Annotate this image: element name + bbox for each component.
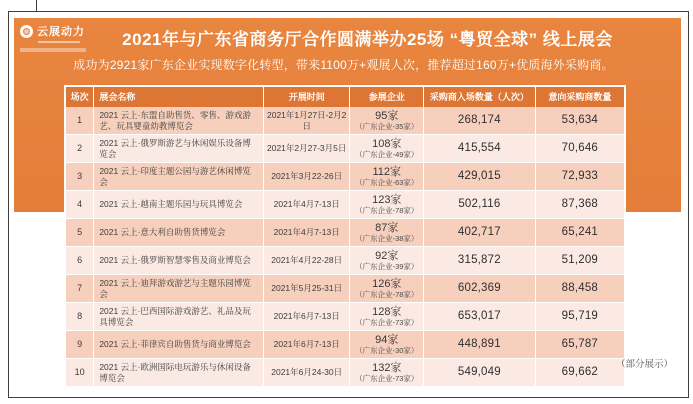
- cell-companies: [349, 219, 423, 246]
- cell-intent: 69,662: [535, 359, 624, 386]
- companies-subcount: （广东企业-30家）: [355, 345, 419, 355]
- logo: [20, 23, 86, 52]
- companies-count: 92家: [375, 249, 399, 262]
- cell-name: 2021 云上·俄罗斯游艺与休闲娱乐设备博览会: [93, 135, 263, 162]
- cell-buyers: 415,554: [423, 135, 535, 162]
- logo-text: 云展动力: [37, 26, 85, 38]
- cell-date: 2021年5月25-31日: [263, 275, 349, 302]
- cell-intent: 53,634: [535, 107, 624, 134]
- companies-count: 94家: [375, 333, 399, 346]
- companies-subcount: （广东企业-78家）: [355, 289, 419, 299]
- table-row: [66, 107, 624, 134]
- cell-buyers: 653,017: [423, 303, 535, 330]
- page-subtitle: 成功为2921家广东企业实现数字化转型，带来1100万+观展人次，推荐超过160万+优质海外采购商。: [73, 58, 614, 72]
- cell-date: 2021年6月7-13日: [263, 303, 349, 330]
- cell-companies: [349, 359, 423, 386]
- table-header-row: [66, 87, 624, 107]
- table-row: [66, 358, 624, 386]
- cell-name: 2021 云上·东盟自助售货、零售、游戏游艺、玩具婴童幼教博览会: [93, 107, 263, 134]
- cell-date: 2021年1月27日-2月2日: [263, 107, 349, 134]
- cell-companies: [349, 135, 423, 162]
- cell-name: 2021 云上·意大利自助售货博览会: [93, 219, 263, 246]
- cell-companies: [349, 191, 423, 218]
- page-title: 2021年与广东省商务厅合作圆满举办25场 “粤贸全球” 线上展会: [122, 30, 613, 49]
- companies-count: 123家: [372, 193, 402, 206]
- cell-date: 2021年6月24-30日: [263, 359, 349, 386]
- cell-name: 2021 云上·俄罗斯智慧零售及商业博览会: [93, 247, 263, 274]
- table-row: [66, 162, 624, 190]
- cell-buyers: 315,872: [423, 247, 535, 274]
- cell-companies: [349, 163, 423, 190]
- companies-subcount: （广东企业-63家）: [355, 177, 419, 187]
- companies-subcount: （广东企业-49家）: [355, 149, 419, 159]
- column-header-date: 开展时间: [263, 87, 349, 107]
- column-header-buyers: 采购商入场数量（人次）: [423, 87, 535, 107]
- cell-buyers: 448,891: [423, 331, 535, 358]
- companies-count: 126家: [372, 277, 402, 290]
- cell-seq: 5: [77, 226, 83, 237]
- cell-buyers: 429,015: [423, 163, 535, 190]
- companies-count: 128家: [372, 305, 402, 318]
- logo-swirl-icon: [20, 25, 33, 38]
- cell-buyers: 268,174: [423, 107, 535, 134]
- cell-seq: 10: [74, 366, 85, 377]
- companies-count: 112家: [372, 165, 402, 178]
- cell-date: 2021年3月22-26日: [263, 163, 349, 190]
- cell-intent: 65,787: [535, 331, 624, 358]
- cell-seq: 4: [77, 198, 83, 209]
- column-header-seq: 场次: [70, 91, 89, 102]
- companies-subcount: （广东企业-73家）: [355, 373, 419, 383]
- cell-date: 2021年6月7-13日: [263, 331, 349, 358]
- companies-count: 95家: [375, 109, 399, 122]
- companies-count: 132家: [372, 361, 402, 374]
- cell-intent: 95,719: [535, 303, 624, 330]
- cell-name: 2021 云上·印度主题公园与游艺休闲博览会: [93, 163, 263, 190]
- table-row: [66, 218, 624, 246]
- cell-date: 2021年2月27-3月5日: [263, 135, 349, 162]
- cell-companies: [349, 275, 423, 302]
- partial-display-note: （部分展示）: [616, 359, 674, 370]
- cell-name: 2021 云上·欧洲国际电玩游乐与休闲设备博览会: [93, 359, 263, 386]
- companies-subcount: （广东企业-38家）: [355, 233, 419, 243]
- table-row: [66, 134, 624, 162]
- cell-intent: 72,933: [535, 163, 624, 190]
- logo-tagline: [38, 41, 80, 43]
- cell-intent: 88,458: [535, 275, 624, 302]
- companies-count: 87家: [375, 221, 399, 234]
- cell-seq: 3: [77, 170, 83, 181]
- table-row: [66, 274, 624, 302]
- column-header-intent: 意向采购商数量: [535, 87, 624, 107]
- table-row: [66, 330, 624, 358]
- cell-seq: 2: [77, 142, 83, 153]
- cell-date: 2021年4月7-13日: [263, 219, 349, 246]
- cell-seq: 6: [77, 254, 83, 265]
- companies-subcount: （广东企业-78家）: [355, 205, 419, 215]
- cell-seq: 1: [77, 114, 83, 125]
- cell-name: 2021 云上·菲律宾自助售货与商业博览会: [93, 331, 263, 358]
- cell-companies: [349, 247, 423, 274]
- cell-date: 2021年4月22-28日: [263, 247, 349, 274]
- cell-seq: 9: [77, 338, 83, 349]
- cell-companies: [349, 303, 423, 330]
- cell-buyers: 602,369: [423, 275, 535, 302]
- cell-companies: [349, 107, 423, 134]
- table-row: [66, 246, 624, 274]
- companies-subcount: （广东企业-35家）: [355, 121, 419, 131]
- cell-seq: 7: [77, 282, 83, 293]
- cell-buyers: 502,116: [423, 191, 535, 218]
- page-frame-corner-tick: [36, 0, 37, 11]
- companies-subcount: （广东企业-73家）: [355, 317, 419, 327]
- logo-subtext: [20, 48, 86, 52]
- cell-seq: 8: [77, 310, 83, 321]
- cell-name: 2021 云上·迪拜游戏游艺与主题乐园博览会: [93, 275, 263, 302]
- companies-count: 108家: [372, 137, 402, 150]
- cell-date: 2021年4月7-13日: [263, 191, 349, 218]
- cell-buyers: 402,717: [423, 219, 535, 246]
- cell-name: 2021 云上·巴西国际游戏游艺、礼品及玩具博览会: [93, 303, 263, 330]
- cell-intent: 87,368: [535, 191, 624, 218]
- table-body: [66, 107, 624, 386]
- column-header-companies: 参展企业: [349, 87, 423, 107]
- table-row: [66, 190, 624, 218]
- cell-name: 2021 云上·越南主题乐园与玩具博览会: [93, 191, 263, 218]
- cell-intent: 70,646: [535, 135, 624, 162]
- cell-intent: 65,241: [535, 219, 624, 246]
- table-row: [66, 302, 624, 330]
- companies-subcount: （广东企业-39家）: [355, 261, 419, 271]
- cell-intent: 51,209: [535, 247, 624, 274]
- cell-buyers: 549,049: [423, 359, 535, 386]
- column-header-name: 展会名称: [93, 87, 263, 107]
- exhibitions-table: [64, 85, 626, 388]
- cell-companies: [349, 331, 423, 358]
